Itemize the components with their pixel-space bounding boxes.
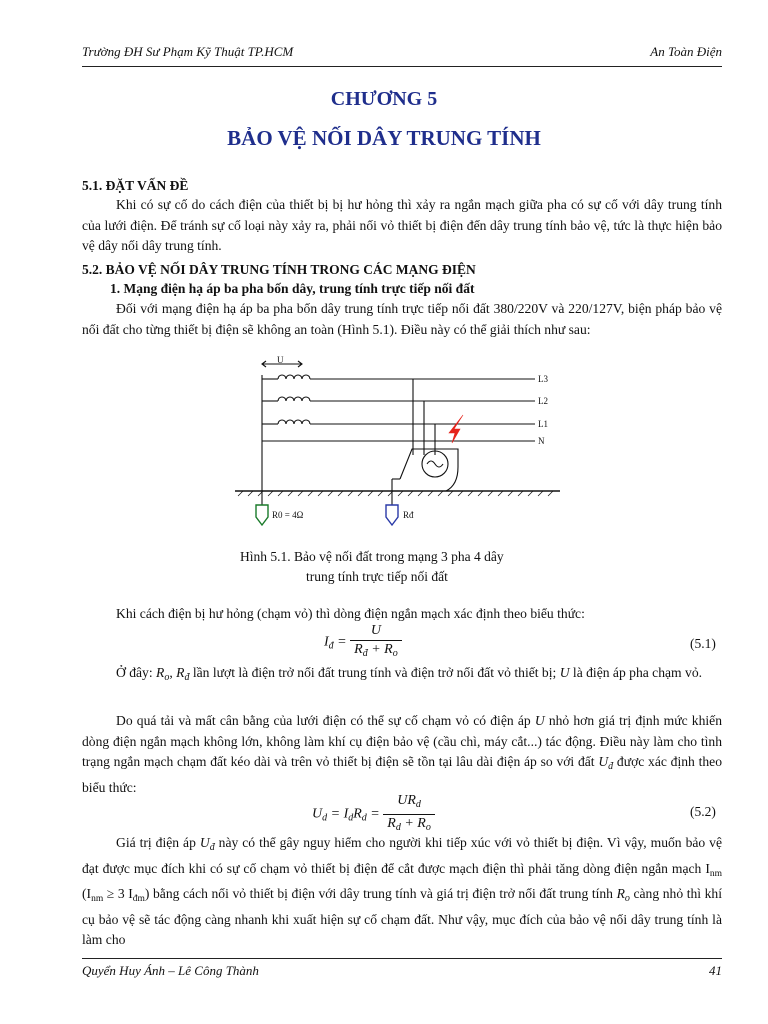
footer-authors: Quyển Huy Ánh – Lê Công Thành (82, 963, 259, 978)
equation-5-2-fraction: $\frac{UR_d}{R_d + R_o}$ (383, 792, 435, 837)
paragraph-5-2-1: Đối với mạng điện hạ áp ba pha bốn dây trung tính trực tiếp nối đất 380/220V và 220/127V, biện pháp bảo vệ nối đất cho từng thiết bị điện sẽ không an toàn (Hình 5.1). Điều này có thể giải thích như sau: (82, 301, 722, 337)
equation-5-1-number: (5.1) (690, 636, 716, 651)
label-r0: R0 = 4Ω (272, 510, 304, 520)
label-n: N (538, 436, 545, 446)
ground-electrode-rd (386, 505, 398, 525)
chapter-title: BẢO VỆ NỐI DÂY TRUNG TÍNH (227, 126, 541, 150)
ground-electrode-r0 (256, 505, 268, 525)
paragraph-overload: Do quá tải và mất cân bằng của lưới điện có thể sự cố chạm vỏ có điện áp U nhỏ hơn giá trị định mức khiến dòng điện ngắn mạch không lớn, không làm khí cụ điện bảo vệ (cầu chì, máy cắt...) tác động. Điều này làm cho tình trạng ngắn mạch chạm đất kéo dài và trên vỏ thiết bị điện sẽ tồn tại lâu dài điện áp so với đất $U_đ$ được xác định theo biểu thức: (82, 713, 722, 795)
equation-5-2-number: (5.2) (690, 804, 716, 819)
label-rd: Rđ (403, 510, 414, 520)
paragraph-voltage-danger: Giá trị điện áp $U_đ$ này có thể gây nguy hiểm cho người khi tiếp xúc với vỏ thiết bị điện. Vì vậy, muốn bảo vệ đạt được mục đích khi có sự cố chạm vỏ thiết bị điện để cắt được mạch điện thì phải tăng dòng điện ngắn mạch $I_{nm}$ ($I_{nm} \ge 3$ $I_{đm}$) bằng cách nối vỏ thiết bị điện với dây trung tính và giá trị điện trở nối đất trung tính $R_o$ càng nhỏ thì khí cụ bảo vệ sẽ tác động càng nhanh khi xuất hiện sự cố chạm đất. Như vậy, mục đích của bảo vệ nối dây trung tính là làm cho (82, 835, 722, 947)
header-school: Trường ĐH Sư Phạm Kỹ Thuật TP.HCM (82, 44, 294, 59)
page-header (82, 44, 722, 60)
footer-rule (82, 958, 722, 959)
paragraph-5-1: Khi có sự cố do cách điện của thiết bị bị hư hỏng thì xảy ra ngắn mạch giữa pha có sự cố với dây trung tính của lưới điện. Để tránh sự cố loại này xảy ra, phải nối vỏ thiết bị điện đến dây trung tính bảo vệ, tức là thực hiện bảo vệ dây nối dây trung tính. (82, 197, 722, 253)
header-rule (82, 66, 722, 67)
figure-caption-line1: Hình 5.1. Bảo vệ nối đất trong mạng 3 pha 4 dây (240, 549, 504, 564)
subheading-1: 1. Mạng điện hạ áp ba pha bốn dây, trung tính trực tiếp nối đất (110, 281, 475, 296)
section-heading-5-1: 5.1. ĐẶT VẤN ĐỀ (82, 178, 189, 193)
paragraph-definitions: Ở đây: $R_o$, $R_đ$ lần lượt là điện trở nối đất trung tính và điện trở nối đất vỏ thiết bị; U là điện áp pha chạm vỏ. (116, 665, 703, 683)
header-subject: An Toàn Điện (650, 44, 722, 59)
equation-5-2: $U_d = I_dR_d$ = $\frac{UR_d}{R_d + R_o}$ (312, 792, 435, 837)
coil-l1 (262, 420, 310, 424)
chapter-label: CHƯƠNG 5 (330, 88, 438, 110)
coil-l3 (262, 375, 310, 379)
coil-l2 (262, 397, 310, 401)
label-l3: L3 (538, 374, 548, 384)
paragraph-short-circuit: Khi cách điện bị hư hỏng (chạm vỏ) thì dòng điện ngắn mạch xác định theo biểu thức: (116, 606, 585, 621)
equation-5-1-fraction: $\frac{U}{R_đ + R_o}$ (350, 622, 402, 663)
figure-5-1-diagram (230, 355, 570, 540)
section-heading-5-2: 5.2. BẢO VỆ NỐI DÂY TRUNG TÍNH TRONG CÁC MẠNG ĐIỆN (82, 262, 476, 277)
page-footer (82, 963, 722, 979)
fault-lightning-icon (449, 415, 463, 443)
label-u: U (277, 355, 284, 365)
equation-5-1: $I_đ$ = $\frac{U}{R_đ + R_o}$ (324, 622, 402, 663)
figure-caption-line2: trung tính trực tiếp nối đất (306, 569, 448, 584)
page-number: 41 (709, 963, 722, 978)
label-l2: L2 (538, 396, 548, 406)
label-l1: L1 (538, 419, 548, 429)
